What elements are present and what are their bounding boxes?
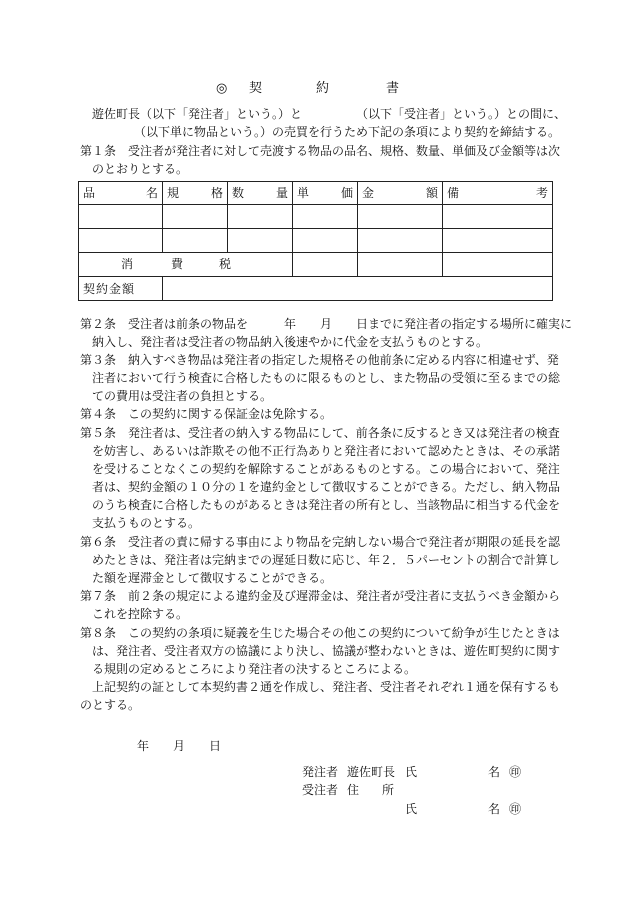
cell-item-name[interactable] [79,205,163,229]
closing-line-1: 上記契約の証として本契約書２通を作成し、発注者、受注者それぞれ１通を保有するも [80,680,561,694]
orderer-given-name-label: 名 [488,765,501,779]
closing-line-2: のとする。 [80,698,141,712]
title-char-kei: 契 [249,81,263,96]
article-4-line-1: 第４条 この契約に関する保証金は免除する。 [80,407,333,421]
tax-remarks-cell[interactable] [443,253,553,277]
header-item-name: 品 名 [79,182,163,205]
cell-quantity[interactable] [228,205,293,229]
table-row [79,205,553,229]
intro-line-2: （以下単に物品という。）の売買を行うため下記の条項により契約を締結する。 [92,125,561,139]
orderer-seal-mark: ㊞ [509,765,522,779]
contract-amount-value[interactable] [163,277,553,301]
article-3-line-3: ての費用は受注者の負担とする。 [80,389,273,403]
cell-spec[interactable] [163,229,228,253]
article-1-line-1: 第１条 受注者が発注者に対して売渡する物品の品名、規格、数量、単価及び金額等は次 [80,144,561,158]
orderer-family-name-label: 氏 [405,765,418,779]
header-unit-price: 単 価 [293,182,358,205]
cell-unit-price[interactable] [293,229,358,253]
date-day: 日 [209,739,222,753]
title-mark: ◎ [216,81,228,96]
header-amount: 金 額 [358,182,443,205]
title-char-sho: 書 [386,81,400,96]
orderer-name: 遊佐町長 [347,765,396,779]
cell-unit-price[interactable] [293,205,358,229]
article-8-line-1: 第８条 この契約の条項に疑義を生じた場合その他この契約について紛争が生じたときは [80,626,560,640]
cell-quantity[interactable] [228,229,293,253]
tax-cell[interactable] [293,253,358,277]
table-header-row [79,182,553,205]
items-table [78,181,553,301]
orderer-label: 発注者 [302,765,339,779]
cell-remarks[interactable] [443,229,553,253]
contract-amount-row [79,277,553,301]
address-char-1: 住 [347,783,360,797]
article-5-line-2: を妨害し、あるいは詐欺その他不正行為ありと発注者において認めたときは、その承諾 [80,444,561,458]
article-3-line-1: 第３条 納入すべき物品は発注者の指定した規格その他前条に定める内容に相違せず、発 [80,353,559,367]
tax-row [79,253,553,277]
tax-label: 消 費 税 [79,253,293,277]
date-year: 年 [137,739,150,753]
title-char-yaku: 約 [316,81,330,96]
cell-amount[interactable] [358,229,443,253]
table-row [79,229,553,253]
article-1-line-2: のとおりとする。 [80,162,189,176]
article-5-line-6: 支払うものとする。 [80,516,201,530]
article-6-line-2: めたときは、発注者は完納までの遅延日数に応じ、年２．５パーセントの割合で計算し [80,553,560,567]
cell-spec[interactable] [163,205,228,229]
cell-remarks[interactable] [443,205,553,229]
date-month: 月 [173,739,186,753]
article-3-line-2: 注者において行う検査に合格したものに限るものとし、また物品の受領に至るまでの総 [80,371,561,385]
article-8-line-2: は、発注者、受注者双方の協議により決し、協議が整わないときは、遊佐町契約に関す [80,644,561,658]
article-5-line-5: のうち検査に合格したものがあるときは発注者の所有とし、当該物品に相当する代金を [80,498,561,512]
article-2-line-1: 第２条 受注者は前条の物品を 年 月 日までに発注者の指定する場所に確実に [80,317,573,331]
tax-amount-cell[interactable] [358,253,443,277]
article-6-line-3: た額を遅滞金として徴収することができる。 [80,571,333,585]
article-8-line-3: る規則の定めるところにより発注者の決するところによる。 [80,662,417,676]
article-7-line-1: 第７条 前２条の規定による違約金及び遅滞金は、発注者が受注者に支払うべき金額から [80,589,561,603]
article-5-line-1: 第５条 発注者は、受注者の納入する物品にして、前各条に反するとき又は発注者の検査 [80,426,560,440]
contractor-seal-mark: ㊞ [509,802,522,816]
cell-item-name[interactable] [79,229,163,253]
contractor-given-name-label: 名 [488,802,501,816]
article-7-line-2: これを控除する。 [80,607,189,621]
header-remarks: 備 考 [443,182,553,205]
article-6-line-1: 第６条 受注者の責に帰する事由により物品を完納しない場合で発注者が期限の延長を認 [80,535,561,549]
contractor-label: 受注者 [302,783,339,797]
cell-amount[interactable] [358,205,443,229]
header-spec: 規 格 [163,182,228,205]
contract-amount-label: 契約金額 [79,277,163,301]
address-char-2: 所 [382,783,395,797]
article-5-line-4: 者は、契約金額の１０分の１を違約金として徴収することができる。ただし、納入物品 [80,480,561,494]
contractor-family-name-label: 氏 [405,802,418,816]
article-2-line-2: 納入し、発注者は受注者の物品納入後速やかに代金を支払うものとする。 [80,335,489,349]
article-5-line-3: を受けることなくこの契約を解除することがあるものとする。この場合において、発注 [80,462,560,476]
header-quantity: 数 量 [228,182,293,205]
intro-line-1: 遊佐町長（以下「発注者」という。）と （以下「受注者」という。）との間に、 [92,107,567,121]
